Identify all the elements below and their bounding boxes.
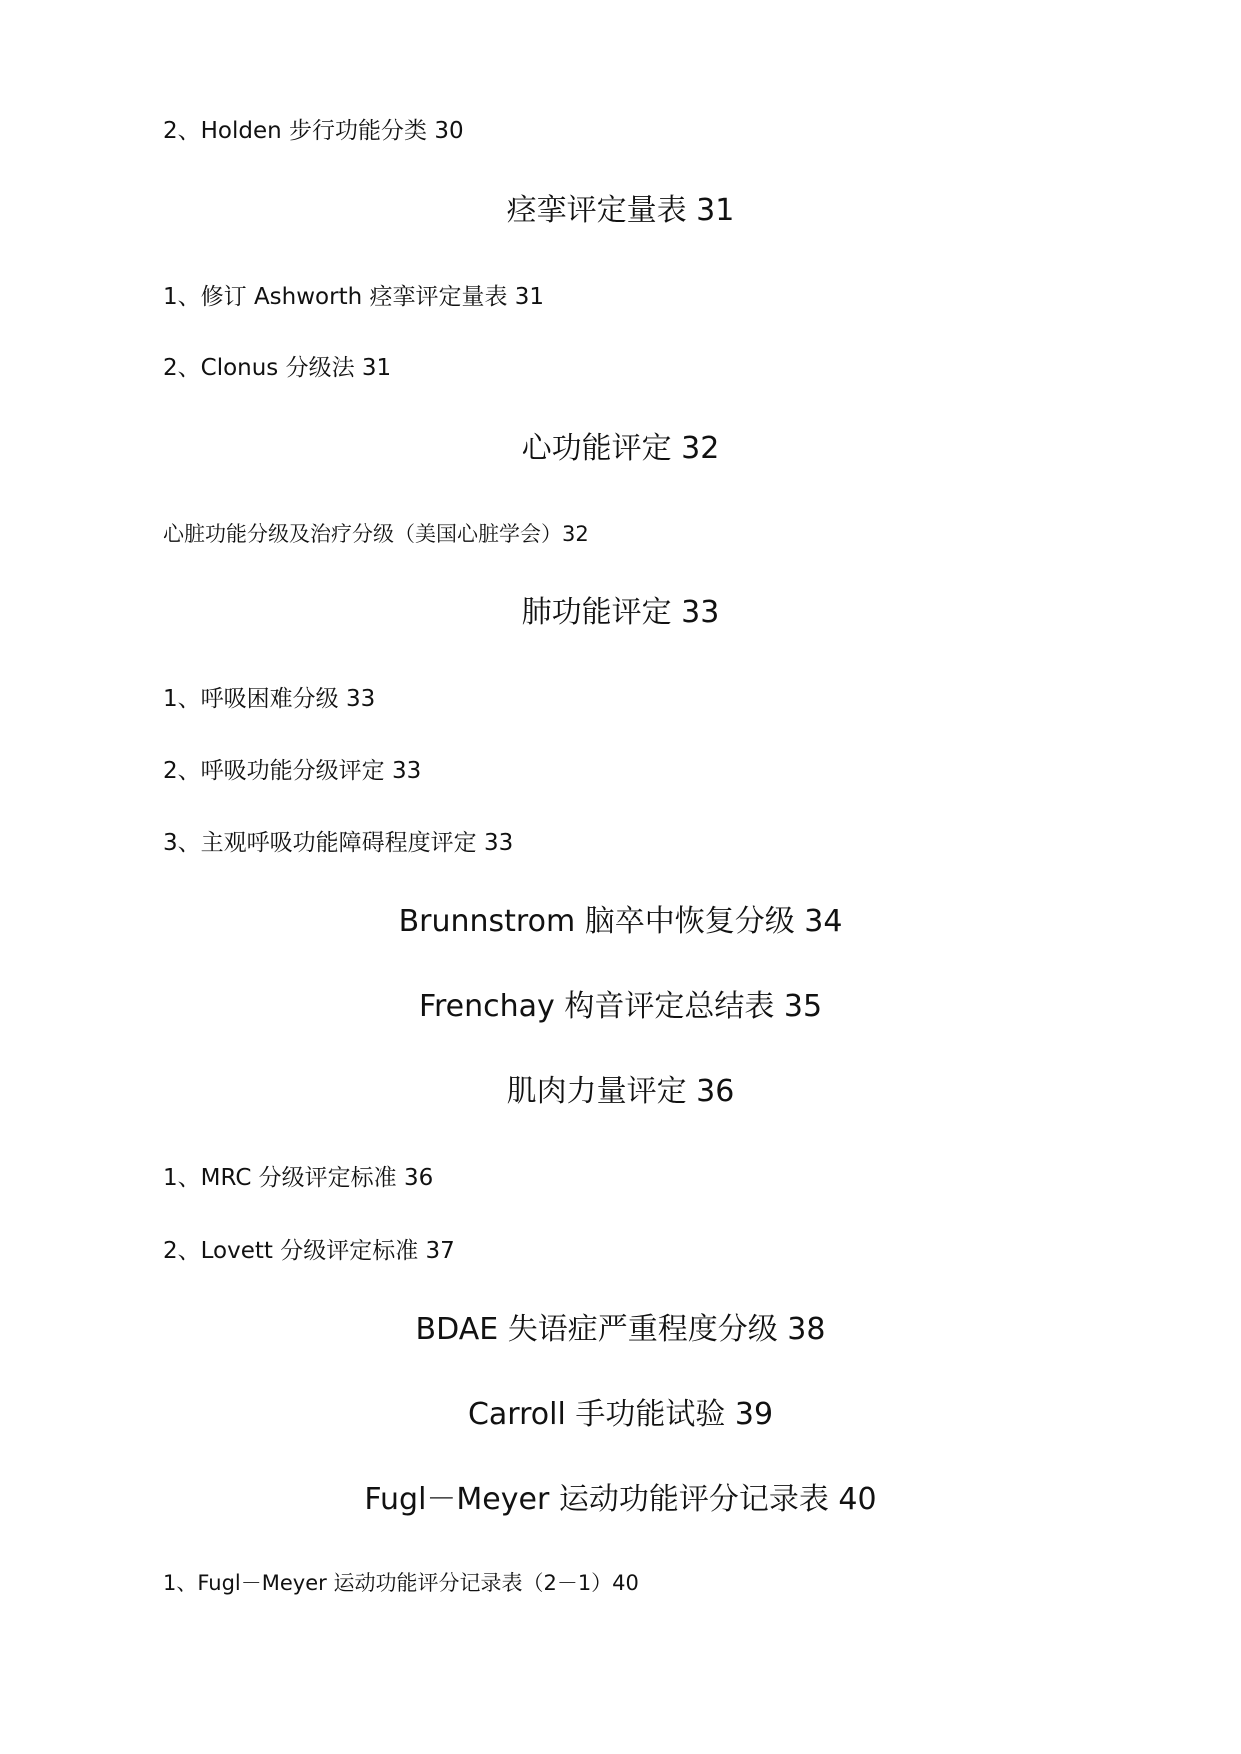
toc-heading-brunnstrom[interactable]: Brunnstrom 脑卒中恢复分级 34 bbox=[398, 904, 843, 939]
toc-entry-cardiac-grading[interactable]: 心脏功能分级及治疗分级（美国心脏学会）32 bbox=[163, 522, 589, 546]
toc-heading-frenchay[interactable]: Frenchay 构音评定总结表 35 bbox=[418, 989, 823, 1024]
toc-heading-fugl-meyer[interactable]: Fugl－Meyer 运动功能评分记录表 40 bbox=[364, 1482, 877, 1517]
toc-entry-mrc[interactable]: 1、MRC 分级评定标准 36 bbox=[163, 1165, 434, 1191]
toc-entry-respiratory-grading[interactable]: 2、呼吸功能分级评定 33 bbox=[163, 758, 422, 784]
toc-heading-carroll[interactable]: Carroll 手功能试验 39 bbox=[467, 1397, 774, 1432]
toc-entry-lovett[interactable]: 2、Lovett 分级评定标准 37 bbox=[163, 1238, 455, 1264]
toc-entry-clonus[interactable]: 2、Clonus 分级法 31 bbox=[163, 355, 392, 381]
toc-heading-muscle-strength[interactable]: 肌肉力量评定 36 bbox=[506, 1074, 735, 1109]
toc-entry-fugl-meyer-2-1[interactable]: 1、Fugl－Meyer 运动功能评分记录表（2－1）40 bbox=[163, 1571, 639, 1595]
toc-heading-spasticity[interactable]: 痉挛评定量表 31 bbox=[506, 193, 735, 228]
toc-heading-bdae[interactable]: BDAE 失语症严重程度分级 38 bbox=[415, 1312, 826, 1347]
toc-entry-ashworth[interactable]: 1、修订 Ashworth 痉挛评定量表 31 bbox=[163, 284, 545, 310]
toc-heading-cardiac[interactable]: 心功能评定 32 bbox=[521, 431, 720, 466]
toc-entry-dyspnea[interactable]: 1、呼吸困难分级 33 bbox=[163, 686, 376, 712]
toc-entry-subjective-respiratory[interactable]: 3、主观呼吸功能障碍程度评定 33 bbox=[163, 830, 514, 856]
toc-entry-holden[interactable]: 2、Holden 步行功能分类 30 bbox=[163, 118, 464, 144]
toc-heading-pulmonary[interactable]: 肺功能评定 33 bbox=[521, 595, 720, 630]
